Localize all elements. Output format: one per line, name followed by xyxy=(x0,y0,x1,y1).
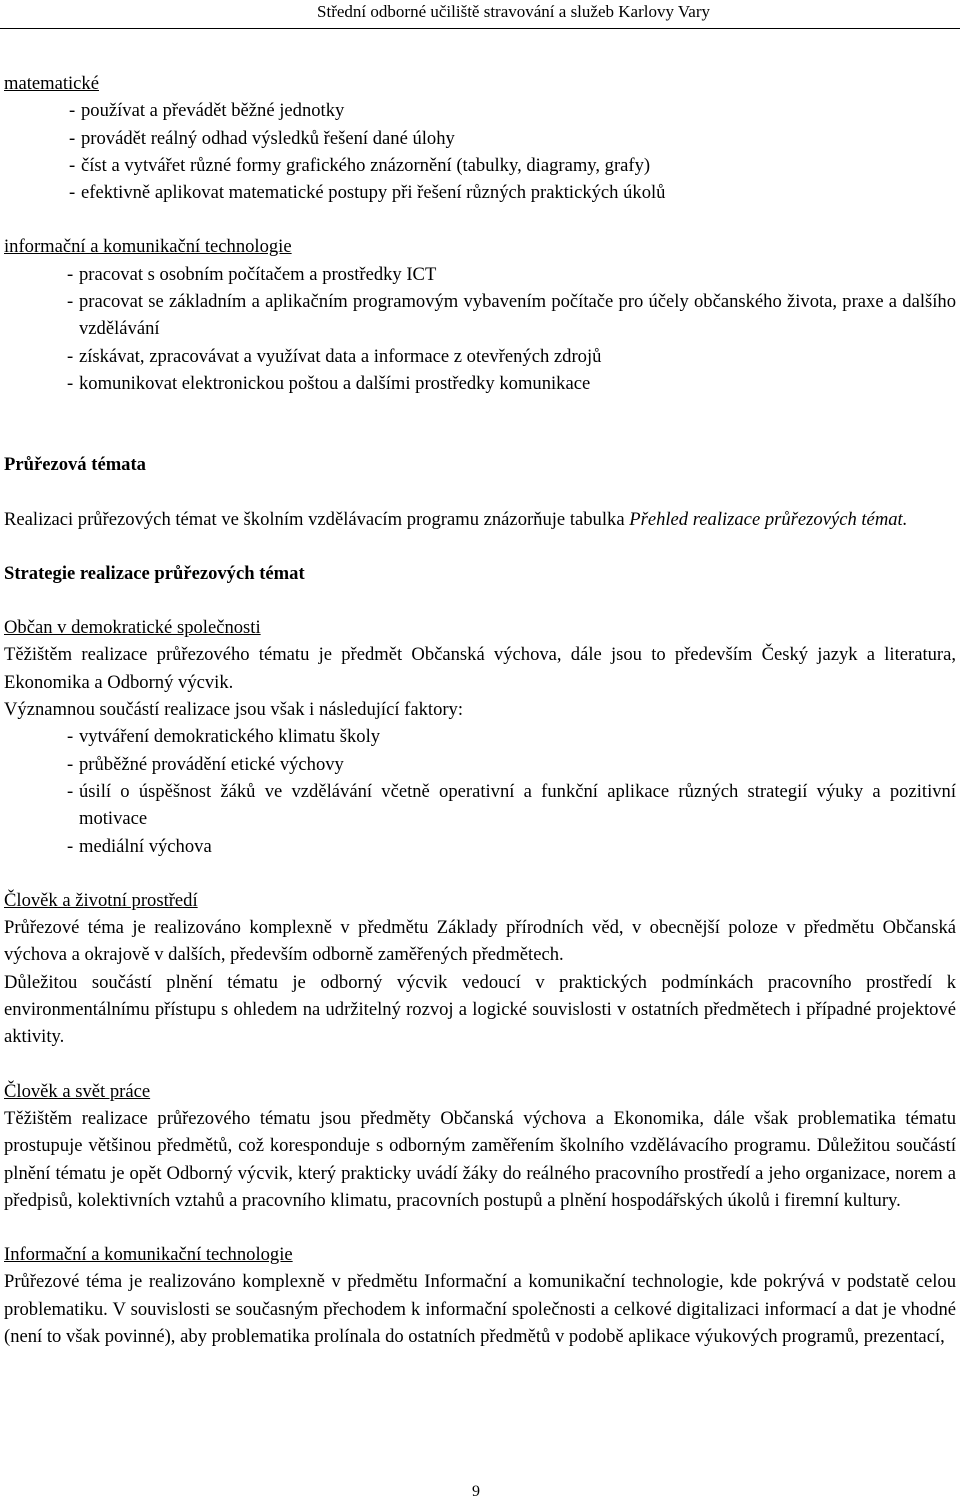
ict-list xyxy=(4,261,956,397)
citizen-factors: Významnou součástí realizace jsou však i následující faktory: xyxy=(4,699,464,721)
cross-intro: Realizaci průřezových témat ve školním vzdělávacím programu znázorňuje tabulka Přehled realizace průřezových témat. xyxy=(4,508,908,530)
list-item: - průběžné provádění etické výchovy xyxy=(67,753,344,775)
list-item: - pracovat s osobním počítačem a prostředky ICT xyxy=(67,263,437,285)
citizen-paragraph: Těžištěm realizace průřezového tématu je předmět Občanská výchova, dále jsou to především Český jazyk a literatura, Ekonomika a Odborný výcvik. xyxy=(4,644,956,693)
list-item: - efektivně aplikovat matematické postupy při řešení různých praktických úkolů xyxy=(69,182,666,204)
math-title: matematické xyxy=(4,73,99,94)
work-title: Člověk a svět práce xyxy=(4,1080,151,1102)
math-list xyxy=(4,97,956,206)
ict-topic-paragraph: Průřezové téma je realizováno komplexně v předmětu Informační a komunikační technologie, kde pokrývá v podstatě celou problematiku. V souvislosti se současným přechodem k informační společnosti a celkové digitalizaci informací a dat je vhodné (není to však povinné), aby problematika prolínala do ostatních předmětů v podobě aplikace výukových programů, prezentací, xyxy=(4,1271,956,1347)
environment-title: Člověk a životní prostředí xyxy=(4,889,198,911)
list-item: - získávat, zpracovávat a využívat data a informace z otevřených zdrojů xyxy=(67,345,602,367)
page-number: 9 xyxy=(472,1483,480,1500)
work-paragraph: Těžištěm realizace průřezového tématu jsou předměty Občanská výchova a Ekonomika, dále však problematika tématu prostupuje většinou předmětů, což koresponduje s odborným zaměřením školního vzdělávacího programu. Důležitou součástí plnění tématu je opět Odborný výcvik, který prakticky uvádí žáky do reálného pracovního prostředí a jeho organizace, norem a předpisů, kolektivních vztahů a pracovního klimatu, pracovních postupů a plnění hospodářských úkolů i firemní kultury. xyxy=(4,1107,956,1211)
school-name: Střední odborné učiliště stravování a služeb Karlovy Vary xyxy=(317,2,710,21)
list-item: - provádět reálný odhad výsledků řešení dané úlohy xyxy=(69,127,455,149)
page-header xyxy=(0,0,960,29)
cross-heading: Průřezová témata xyxy=(4,454,146,476)
environment-paragraph-2: Důležitou součástí plnění tématu je odborný výcvik vedoucí v praktických podmínkách pracovního prostředí k environmentálnímu přístupu s ohledem na udržitelný rozvoj a logické souvislosti v ostatních předmětech i případné projektové aktivity. xyxy=(4,971,956,1048)
list-item: - mediální výchova xyxy=(67,835,212,857)
ict-topic-title: Informační a komunikační technologie xyxy=(4,1244,293,1266)
strategy-heading: Strategie realizace průřezových témat xyxy=(4,562,305,584)
list-item: - číst a vytvářet různé formy grafického znázornění (tabulky, diagramy, grafy) xyxy=(69,154,651,176)
list-item: - pracovat se základním a aplikačním programovým vybavením počítače pro účely občanského života, praxe a dalšího vzdělávání xyxy=(67,291,956,340)
list-item: - vytváření demokratického klimatu školy xyxy=(67,726,381,748)
citizen-list xyxy=(4,723,956,859)
ict-title: informační a komunikační technologie xyxy=(4,236,292,258)
list-item: - používat a převádět běžné jednotky xyxy=(69,100,345,122)
environment-paragraph-1: Průřezové téma je realizováno komplexně v předmětu Základy přírodních věd, v obecnější poloze v předmětu Občanská výchova a okrajově v dalších, především odborně zaměřených předmětech. xyxy=(4,917,956,966)
page-content xyxy=(4,70,956,1350)
list-item: - úsilí o úspěšnost žáků ve vzdělávání včetně operativní a funkční aplikace různých strategií výuky a pozitivní motivace xyxy=(67,780,956,830)
citizen-title: Občan v demokratické společnosti xyxy=(4,617,261,639)
list-item: - komunikovat elektronickou poštou a dalšími prostředky komunikace xyxy=(67,372,591,394)
